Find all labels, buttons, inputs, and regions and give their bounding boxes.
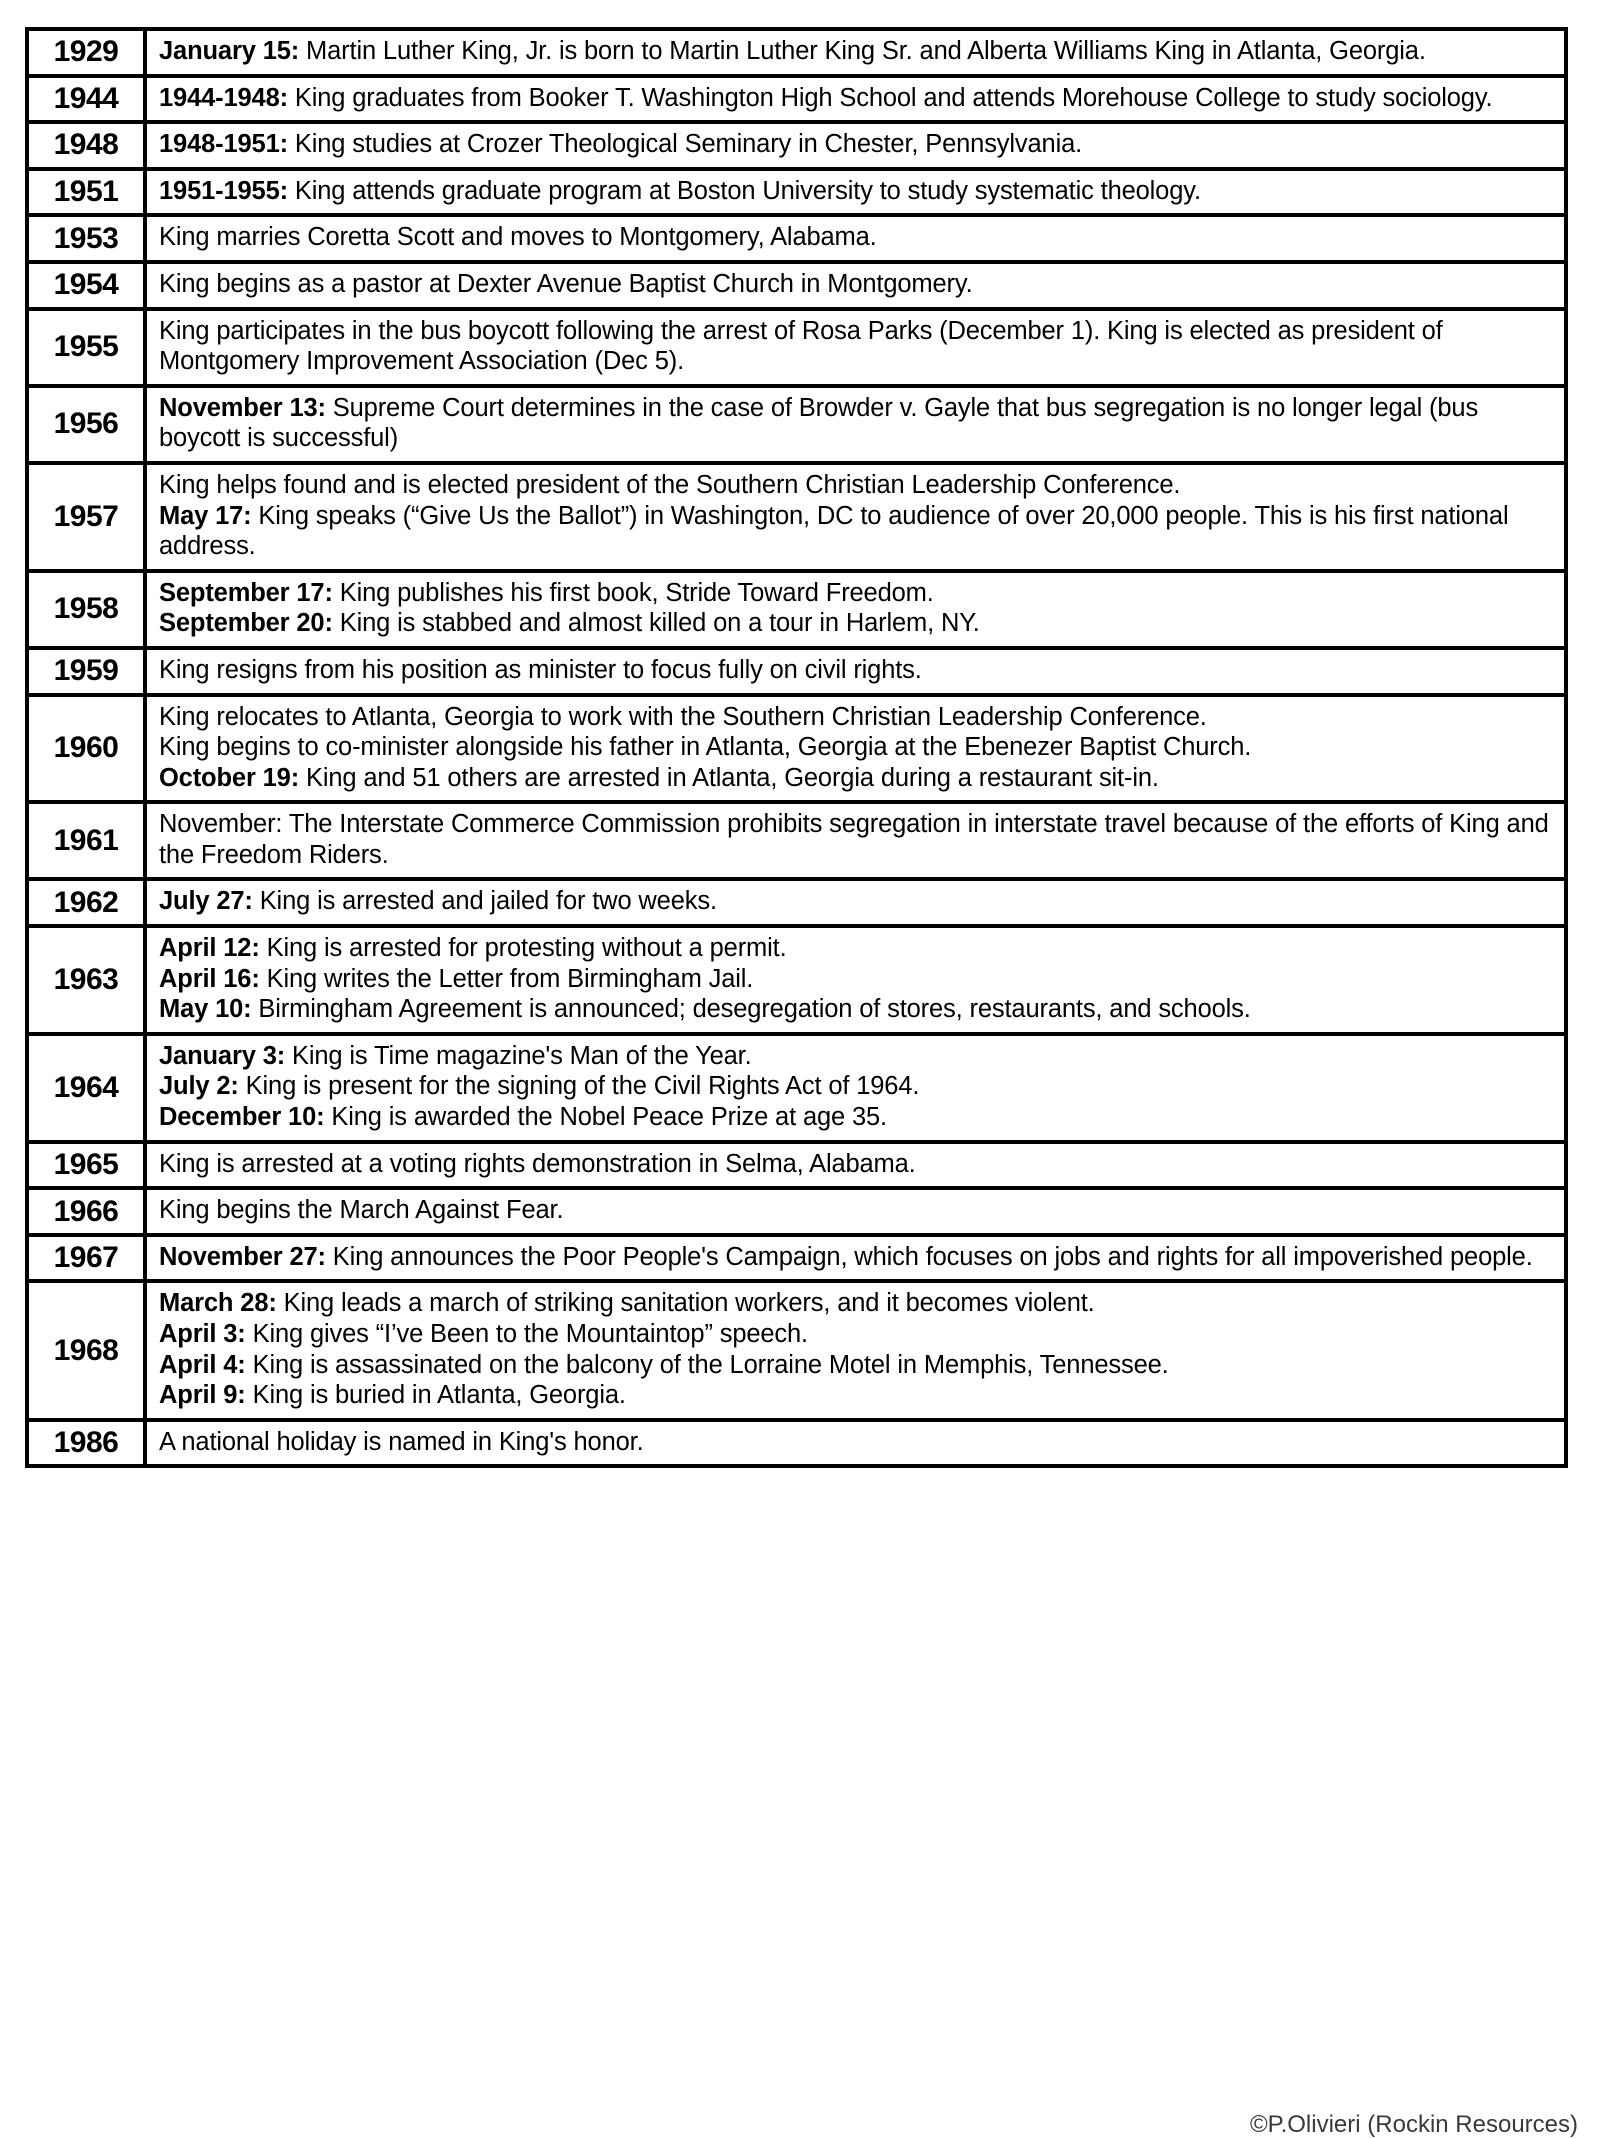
event-cell bbox=[145, 76, 1566, 123]
year-cell: 1957 bbox=[27, 463, 145, 571]
copyright-credit: ©P.Olivieri (Rockin Resources) bbox=[1250, 2111, 1578, 2138]
timeline-row bbox=[27, 262, 1566, 309]
event-date-label: December 10: bbox=[159, 1103, 325, 1132]
timeline-row bbox=[27, 1188, 1566, 1235]
event-line bbox=[159, 222, 1554, 253]
event-text: King is arrested and jailed for two weeks. bbox=[252, 887, 717, 916]
event-text: King leads a march of striking sanitation workers, and it becomes violent. bbox=[276, 1289, 1095, 1318]
event-text: November: The Interstate Commerce Commission prohibits segregation in interstate travel because of the efforts of King and the Freedom Riders. bbox=[159, 810, 1549, 869]
event-line bbox=[159, 176, 1554, 207]
year-cell: 1968 bbox=[27, 1281, 145, 1419]
event-date-label: September 20: bbox=[159, 609, 333, 638]
event-line bbox=[159, 1041, 1554, 1072]
year-cell: 1955 bbox=[27, 309, 145, 386]
event-text: King participates in the bus boycott following the arrest of Rosa Parks (December 1). King is elected as president of Montgomery Improvement Association (Dec 5). bbox=[159, 316, 1443, 376]
event-text: King graduates from Booker T. Washington High School and attends Morehouse College to study sociology. bbox=[287, 83, 1493, 112]
event-date-label: January 3: bbox=[159, 1041, 286, 1070]
event-text: King begins as a pastor at Dexter Avenue Baptist Church in Montgomery. bbox=[159, 269, 973, 298]
timeline-row bbox=[27, 1420, 1566, 1467]
year-cell: 1958 bbox=[27, 571, 145, 648]
event-text: King is assassinated on the balcony of the Lorraine Motel in Memphis, Tennessee. bbox=[245, 1350, 1169, 1379]
event-cell bbox=[145, 262, 1566, 309]
event-date-label: November 13: bbox=[159, 393, 326, 422]
timeline-row bbox=[27, 879, 1566, 926]
event-date-label: May 10: bbox=[159, 995, 252, 1024]
event-text: King and 51 others are arrested in Atlanta, Georgia during a restaurant sit-in. bbox=[299, 763, 1159, 792]
year-cell: 1929 bbox=[27, 29, 145, 76]
timeline-table bbox=[25, 27, 1568, 1468]
timeline-row bbox=[27, 802, 1566, 879]
event-line bbox=[159, 655, 1554, 686]
year-cell: 1965 bbox=[27, 1142, 145, 1189]
event-date-label: April 16: bbox=[159, 964, 260, 993]
event-cell bbox=[145, 879, 1566, 926]
timeline-row bbox=[27, 926, 1566, 1034]
year-cell: 1944 bbox=[27, 76, 145, 123]
event-cell bbox=[145, 1235, 1566, 1282]
event-line bbox=[159, 886, 1554, 917]
event-line bbox=[159, 578, 1554, 609]
event-text: King begins the March Against Fear. bbox=[159, 1196, 564, 1225]
event-line bbox=[159, 732, 1554, 763]
event-cell bbox=[145, 571, 1566, 648]
event-cell bbox=[145, 309, 1566, 386]
event-text: King marries Coretta Scott and moves to Montgomery, Alabama. bbox=[159, 223, 877, 252]
event-line bbox=[159, 393, 1554, 454]
event-text: Supreme Court determines in the case of Browder v. Gayle that bus segregation is no longer legal (bus boycott is successful) bbox=[159, 393, 1479, 453]
event-line bbox=[159, 1288, 1554, 1319]
event-line bbox=[159, 1149, 1554, 1180]
event-cell bbox=[145, 648, 1566, 695]
event-text: King is present for the signing of the Civil Rights Act of 1964. bbox=[238, 1072, 920, 1101]
event-cell bbox=[145, 1034, 1566, 1142]
event-cell bbox=[145, 29, 1566, 76]
year-cell: 1963 bbox=[27, 926, 145, 1034]
event-text: King attends graduate program at Boston University to study systematic theology. bbox=[287, 176, 1201, 205]
event-line bbox=[159, 501, 1554, 562]
event-text: Birmingham Agreement is announced; desegregation of stores, restaurants, and schools. bbox=[251, 995, 1251, 1024]
timeline-row bbox=[27, 1034, 1566, 1142]
year-cell: 1986 bbox=[27, 1420, 145, 1467]
timeline-table-body bbox=[27, 29, 1566, 1466]
event-line bbox=[159, 269, 1554, 300]
event-text: King studies at Crozer Theological Seminary in Chester, Pennsylvania. bbox=[287, 130, 1083, 159]
event-date-label: April 4: bbox=[159, 1350, 246, 1379]
timeline-row bbox=[27, 76, 1566, 123]
event-line bbox=[159, 933, 1554, 964]
event-date-label: April 12: bbox=[159, 934, 260, 963]
timeline-row bbox=[27, 1142, 1566, 1189]
timeline-row bbox=[27, 1281, 1566, 1419]
timeline-row bbox=[27, 169, 1566, 216]
event-date-label: 1944-1948: bbox=[159, 83, 288, 112]
event-text: King resigns from his position as minister to focus fully on civil rights. bbox=[159, 655, 922, 684]
year-cell: 1960 bbox=[27, 695, 145, 803]
event-text: King relocates to Atlanta, Georgia to work with the Southern Christian Leadership Conference. bbox=[159, 702, 1207, 731]
timeline-row bbox=[27, 309, 1566, 386]
timeline-row bbox=[27, 1235, 1566, 1282]
timeline-row bbox=[27, 695, 1566, 803]
event-cell bbox=[145, 926, 1566, 1034]
event-line bbox=[159, 763, 1554, 794]
event-text: King gives “I’ve Been to the Mountaintop” speech. bbox=[245, 1320, 808, 1348]
event-line bbox=[159, 1242, 1554, 1273]
event-date-label: November 27: bbox=[159, 1242, 326, 1271]
event-text: King is awarded the Nobel Peace Prize at age 35. bbox=[324, 1103, 887, 1132]
event-line bbox=[159, 702, 1554, 733]
event-cell bbox=[145, 695, 1566, 803]
event-text: King publishes his first book, Stride Toward Freedom. bbox=[332, 578, 934, 607]
event-cell bbox=[145, 1281, 1566, 1419]
event-date-label: January 15: bbox=[159, 37, 300, 65]
event-text: A national holiday is named in King's honor. bbox=[159, 1427, 644, 1456]
event-text: King helps found and is elected president of the Southern Christian Leadership Conference. bbox=[159, 470, 1181, 499]
timeline-row bbox=[27, 29, 1566, 76]
year-cell: 1962 bbox=[27, 879, 145, 926]
event-line bbox=[159, 608, 1554, 639]
year-cell: 1948 bbox=[27, 122, 145, 169]
event-date-label: April 3: bbox=[159, 1320, 246, 1348]
event-text: King writes the Letter from Birmingham Jail. bbox=[259, 964, 754, 993]
event-date-label: July 27: bbox=[159, 887, 253, 916]
year-cell: 1951 bbox=[27, 169, 145, 216]
event-cell bbox=[145, 386, 1566, 463]
timeline-row bbox=[27, 648, 1566, 695]
event-text: Martin Luther King, Jr. is born to Martin Luther King Sr. and Alberta Williams King in Atlanta, Georgia. bbox=[299, 37, 1426, 65]
event-cell bbox=[145, 215, 1566, 262]
year-cell: 1953 bbox=[27, 215, 145, 262]
year-cell: 1966 bbox=[27, 1188, 145, 1235]
event-date-label: October 19: bbox=[159, 763, 300, 792]
event-cell bbox=[145, 1142, 1566, 1189]
event-text: King begins to co-minister alongside his father in Atlanta, Georgia at the Ebenezer Baptist Church. bbox=[159, 733, 1252, 762]
event-line bbox=[159, 809, 1554, 870]
event-line bbox=[159, 964, 1554, 995]
event-cell bbox=[145, 169, 1566, 216]
year-cell: 1961 bbox=[27, 802, 145, 879]
year-cell: 1967 bbox=[27, 1235, 145, 1282]
event-line bbox=[159, 1427, 1554, 1458]
event-text: King announces the Poor People's Campaign, which focuses on jobs and rights for all impoverished people. bbox=[325, 1242, 1533, 1271]
event-line bbox=[159, 994, 1554, 1025]
event-line bbox=[159, 83, 1554, 114]
event-line bbox=[159, 1195, 1554, 1226]
event-line bbox=[159, 129, 1554, 160]
event-text: King is arrested at a voting rights demonstration in Selma, Alabama. bbox=[159, 1149, 916, 1178]
event-date-label: July 2: bbox=[159, 1072, 239, 1101]
year-cell: 1956 bbox=[27, 386, 145, 463]
event-line bbox=[159, 1319, 1554, 1350]
event-line bbox=[159, 1071, 1554, 1102]
event-date-label: April 9: bbox=[159, 1381, 246, 1410]
event-date-label: 1951-1955: bbox=[159, 176, 288, 205]
timeline-row bbox=[27, 122, 1566, 169]
event-cell bbox=[145, 1188, 1566, 1235]
event-text: King is stabbed and almost killed on a tour in Harlem, NY. bbox=[332, 609, 980, 638]
event-cell bbox=[145, 802, 1566, 879]
timeline-row bbox=[27, 463, 1566, 571]
event-date-label: September 17: bbox=[159, 578, 333, 607]
event-cell bbox=[145, 122, 1566, 169]
event-line bbox=[159, 470, 1554, 501]
event-line bbox=[159, 36, 1554, 67]
year-cell: 1964 bbox=[27, 1034, 145, 1142]
event-date-label: March 28: bbox=[159, 1289, 277, 1318]
event-line bbox=[159, 1102, 1554, 1133]
event-text: King is arrested for protesting without a permit. bbox=[259, 934, 787, 963]
event-cell bbox=[145, 463, 1566, 571]
event-date-label: 1948-1951: bbox=[159, 130, 288, 159]
event-text: King is buried in Atlanta, Georgia. bbox=[245, 1381, 626, 1410]
event-cell bbox=[145, 1420, 1566, 1467]
timeline-row bbox=[27, 571, 1566, 648]
event-text: King speaks (“Give Us the Ballot”) in Washington, DC to audience of over 20,000 people. This is his first national address. bbox=[159, 501, 1509, 561]
event-date-label: May 17: bbox=[159, 501, 252, 530]
year-cell: 1954 bbox=[27, 262, 145, 309]
event-text: King is Time magazine's Man of the Year. bbox=[285, 1041, 752, 1070]
timeline-row bbox=[27, 215, 1566, 262]
event-line bbox=[159, 1350, 1554, 1381]
event-line bbox=[159, 1380, 1554, 1411]
timeline-row bbox=[27, 386, 1566, 463]
event-line bbox=[159, 316, 1554, 377]
year-cell: 1959 bbox=[27, 648, 145, 695]
